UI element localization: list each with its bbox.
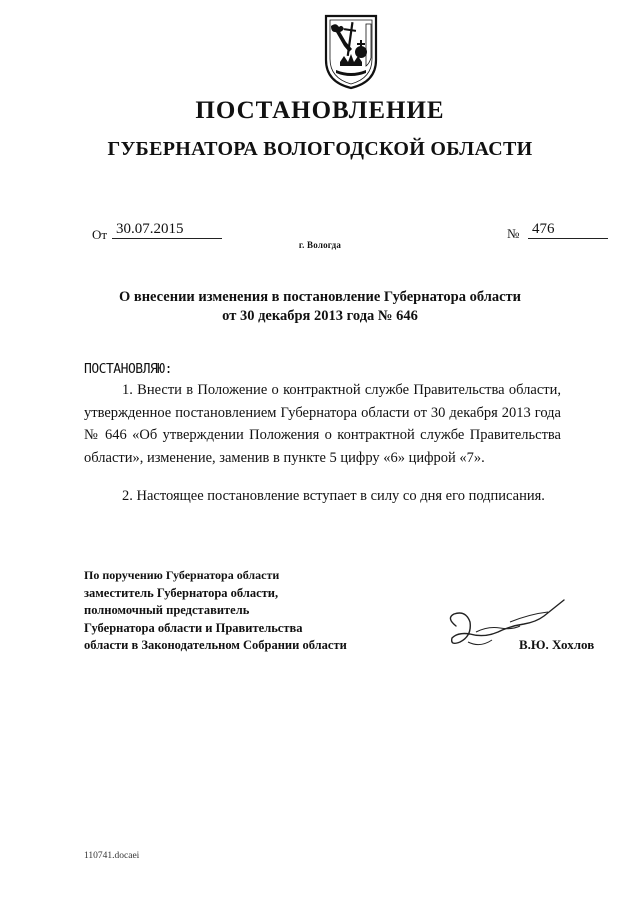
number-underline: [528, 238, 608, 239]
document-title: ПОСТАНОВЛЕНИЕ: [195, 97, 445, 124]
document-subject: [90, 288, 550, 326]
date-label: От: [92, 227, 108, 242]
signatory-line-5: области в Законодательном Собрании области: [84, 638, 347, 652]
document-issuer: ГУБЕРНАТОРА ВОЛОГОДСКОЙ ОБЛАСТИ: [107, 138, 533, 160]
file-reference: 110741.docaei: [84, 851, 140, 861]
decree-word: ПОСТАНОВЛЯЮ:: [84, 362, 172, 377]
signatory-name: В.Ю. Хохлов: [519, 637, 595, 652]
number-value: 476: [532, 221, 555, 237]
signatory-line-4: Губернатора области и Правительства: [84, 620, 303, 635]
number-label: №: [507, 226, 520, 241]
subject-line-2: от 30 декабря 2013 года № 646: [222, 308, 418, 324]
signatory-block: [84, 567, 347, 655]
paragraph-2: 2. Настоящее постановление вступает в силу со дня его подписания.: [122, 488, 545, 504]
date-underline: [112, 238, 222, 239]
signatory-line-2: заместитель Губернатора области,: [84, 585, 279, 600]
signatory-line-3: полномочный представитель: [84, 603, 250, 617]
date-value: 30.07.2015: [116, 221, 184, 237]
subject-line-1: О внесении изменения в постановление Губернатора области: [118, 289, 522, 305]
signatory-line-1: По поручению Губернатора области: [84, 568, 280, 582]
city-label: г. Вологда: [298, 240, 342, 250]
vologda-coat-of-arms-icon: [322, 12, 380, 90]
paragraph-1: 1. Внести в Положение о контрактной службе Правительства области, утвержденное постановлением Губернатора области от 30 декабря 2013 года № 646 «Об утверждении Положения о контрактной службе Правительства области», изменение, заменив в пункте 5 цифру «6» цифрой «7».: [84, 382, 561, 466]
